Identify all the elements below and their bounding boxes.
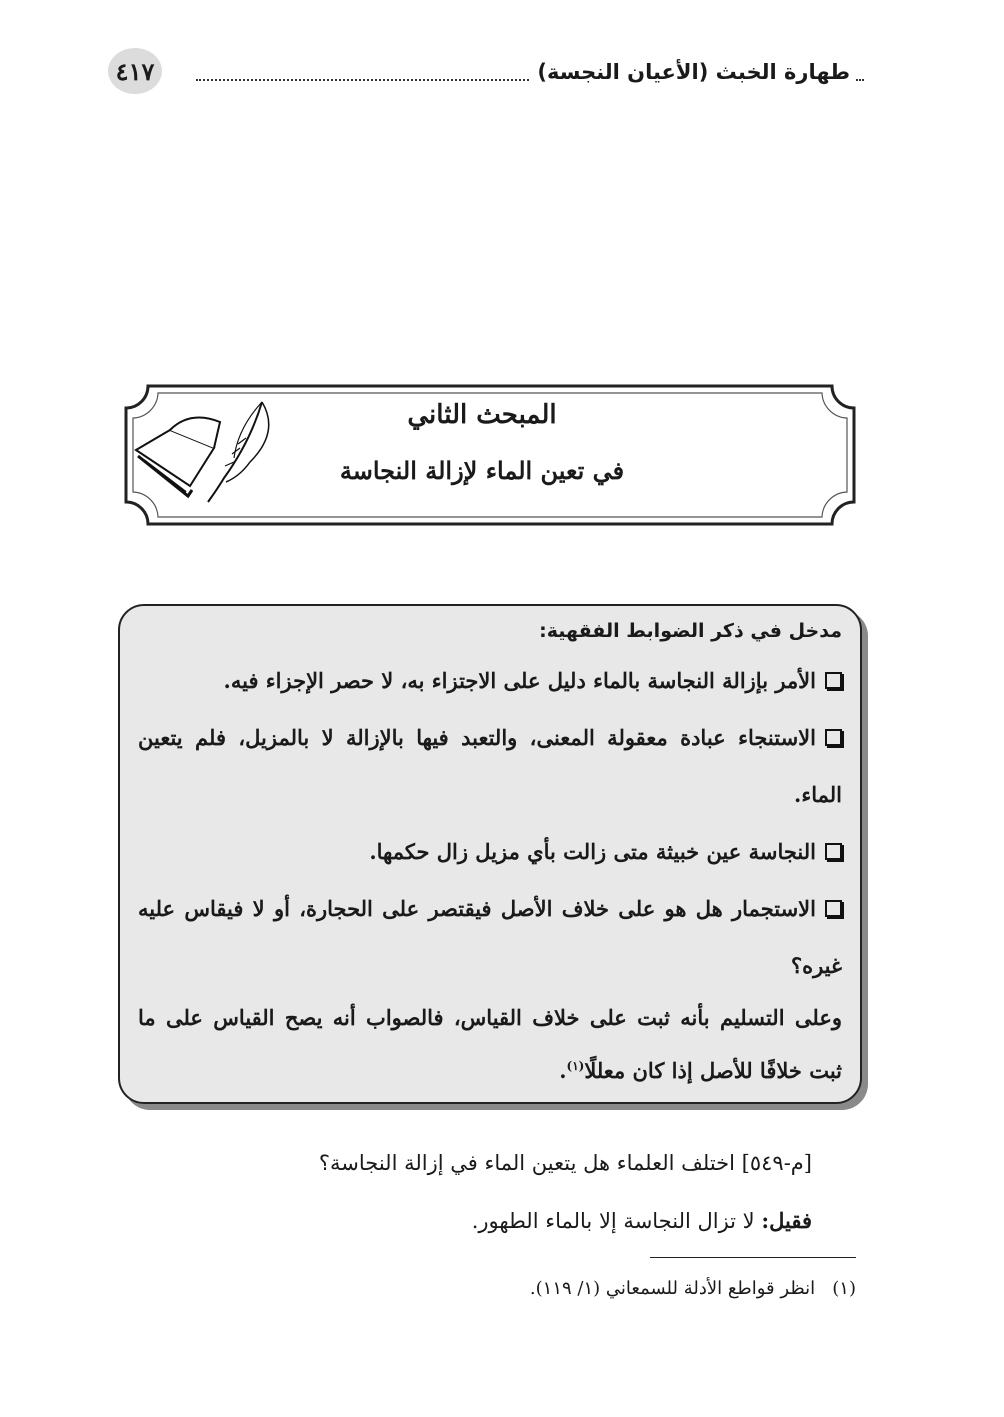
footnote-ref: (١) <box>566 1059 585 1073</box>
closing-paragraph: وعلى التسليم بأنه ثبت على خلاف القياس، فالصواب أنه يصح القياس على ما ثبت خلافًا للأصل إذا كان معللًا$^{(١)}$. <box>138 1005 842 1083</box>
section-title-frame <box>118 378 862 532</box>
running-title-dots-left <box>196 63 529 81</box>
page-number: ٤١٧ <box>108 48 162 94</box>
section-subtitle: في تعين الماء لإزالة النجاسة <box>339 456 625 485</box>
footnote-marker: (١) <box>832 1278 856 1299</box>
running-title-dots-right <box>856 63 864 81</box>
running-title-text: طهارة الخبث (الأعيان النجسة) <box>537 60 850 84</box>
running-title <box>188 52 864 92</box>
checkbox-bullet-icon <box>825 729 842 746</box>
section-titles <box>272 400 692 485</box>
body-text <box>140 1134 812 1250</box>
rules-heading: مدخل في ذكر الضوابط الفقهية: <box>539 620 842 642</box>
rule-item: الاستجمار هل هو على خلاف الأصل فيقتصر على الحجارة، أو لا فيقاس عليه غيره؟ <box>138 896 842 978</box>
checkbox-bullet-icon <box>825 900 842 917</box>
rule-item: النجاسة عين خبيثة متى زالت بأي مزيل زال حكمها. <box>138 823 842 880</box>
book-and-quill-icon <box>130 392 280 512</box>
body-line: [م-٥٤٩] اختلف العلماء هل يتعين الماء في إزالة النجاسة؟ <box>318 1151 812 1175</box>
page-header <box>108 48 864 98</box>
footnote-text: انظر قواطع الأدلة للسمعاني (١/ ١١٩). <box>529 1278 816 1299</box>
checkbox-bullet-icon <box>825 672 842 689</box>
checkbox-bullet-icon <box>825 843 842 860</box>
juristic-rules-box <box>118 604 862 1104</box>
rule-item: الاستنجاء عبادة معقولة المعنى، والتعبد فيها بالإزالة لا بالمزيل، فلم يتعين الماء. <box>138 725 842 807</box>
body-line: فقيل: لا تزال النجاسة إلا بالماء الطهور. <box>471 1208 812 1233</box>
footnote-separator <box>650 1257 856 1258</box>
footnote <box>530 1278 856 1299</box>
section-title: المبحث الثاني <box>407 400 557 430</box>
rule-item: الأمر بإزالة النجاسة بالماء دليل على الاجتزاء به، لا حصر الإجزاء فيه. <box>138 652 842 709</box>
